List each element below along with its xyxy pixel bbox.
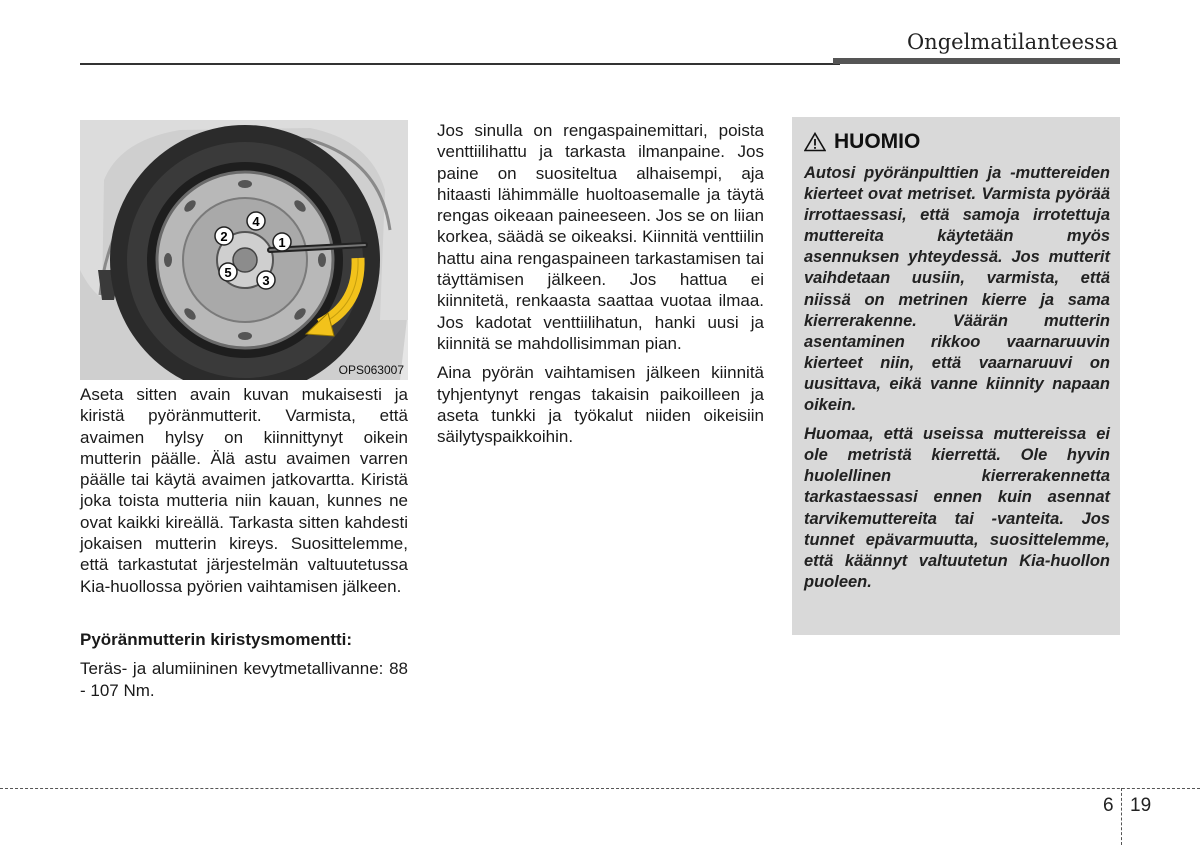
wheel-illustration: [80, 120, 408, 380]
nut-label-2: 2: [220, 229, 228, 244]
section-title: Ongelmatilanteessa: [906, 30, 1118, 54]
nut-label-4: 4: [252, 214, 260, 229]
footer-divider: [1121, 788, 1122, 845]
nut-label-3: 3: [262, 273, 270, 288]
figure-code: OPS063007: [338, 363, 404, 377]
warning-triangle-icon: [804, 132, 826, 152]
caution-paragraph-note: Huomaa, että useissa muttereissa ei ole metristä kierrettä. Ole hyvin huolellinen kierrerakennetta tarkastaessasi ennen kuin asennat tarvikemuttereita tai -vanteita. Jos tunnet epävarmuutta, suosittelemme, että käännyt valtuutetun Kia-huollon puoleen.: [804, 425, 1110, 591]
torque-value: Teräs- ja alumiininen kevytmetallivanne: 88 - 107 Nm.: [80, 659, 408, 700]
page-number: 19: [1130, 795, 1152, 816]
caution-title: HUOMIO: [834, 130, 921, 153]
caution-box: [792, 117, 1120, 635]
storage-paragraph: Aina pyörän vaihtamisen jälkeen kiinnitä tyhjentynyt rengas takaisin paikoilleen ja aseta tunkki ja työkalut niiden oikeisiin säilytyspaikkoihin.: [437, 363, 764, 447]
chapter-number: 6: [1103, 795, 1114, 816]
caution-header: [804, 129, 1110, 155]
nut-label-1: 1: [278, 235, 286, 250]
header-rule: [80, 63, 840, 65]
header-rule-accent: [833, 58, 1120, 64]
wheel-drawing: [80, 120, 408, 380]
footer-rule: [0, 788, 1200, 789]
torque-heading: Pyöränmutterin kiristysmomentti:: [80, 629, 353, 649]
tire-pressure-paragraph: Jos sinulla on rengaspainemittari, poista venttiilihattu ja tarkasta ilmanpaine. Jos paine on suositeltua alhaisempi, aja hitaasti lähimmälle huoltoasemalle ja täytä rengas oikeaan paineeseen. Jos se on liian korkea, säädä se oikeaksi. Kiinnitä venttiilin hattu aina rengaspaineen tarkastamisen tai täyttämisen jälkeen. Jos hattua ei kiinnitetä, renkaasta saattaa vuotaa ilmaa. Jos kadotat venttiilihatun, hanki uusi ja kiinnitä se mahdollisimman pian.: [437, 121, 764, 353]
instruction-paragraph: Aseta sitten avain kuvan mukaisesti ja kiristä pyöränmutterit. Varmista, että avaimen hylsy on kiinnittynyt oikein mutterin päälle. Älä astu avaimen varren päälle tai käytä avaimen jatkovartta. Kiristä joka toista mutteria niin kauan, kunnes ne ovat kaikki kireällä. Tarkasta sitten kahdesti jokaisen mutterin kireys. Suosittelemme, että tarkastutat järjestelmän valtuutetussa Kia-huollossa pyörien vaihtamisen jälkeen.: [80, 385, 408, 596]
left-column: [80, 384, 408, 701]
nut-label-5: 5: [224, 265, 232, 280]
middle-column: [437, 120, 764, 447]
caution-paragraph-metric: Autosi pyöränpulttien ja -muttereiden kierteet ovat metriset. Varmista pyörää irrottaessasi, että samoja irrotettuja muttereita käytetään myös asennuksen yhteydessä. Jos mutterit vaihdetaan uusiin, varmista, että niissä on metrinen kierre ja sama kierrerakenne. Väärän mutterin asentaminen rikkoo vaarnaruuvin kierteet niin, että vaarnaruuvi on uusittava, eikä vanne kiinnity napaan oikein.: [804, 164, 1110, 415]
